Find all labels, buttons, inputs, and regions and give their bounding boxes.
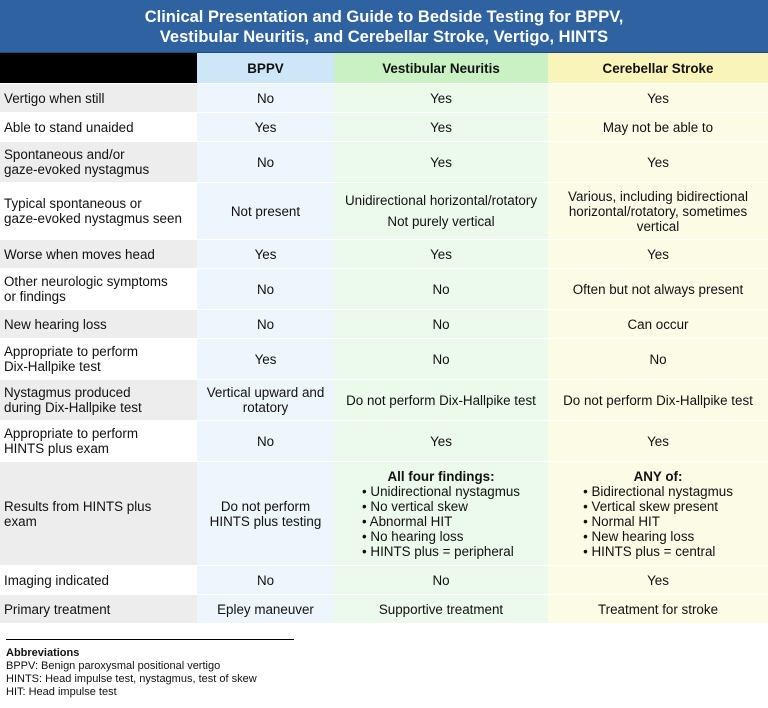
row-label: [0, 566, 197, 595]
row-label: [0, 269, 197, 310]
row-label-line: Results from HINTS plus: [4, 498, 152, 514]
table-row: [0, 462, 768, 566]
hints-findings-heading: ANY of:: [633, 468, 683, 484]
cell-cerebellar-stroke: [548, 113, 768, 142]
cell-bppv: [197, 421, 334, 462]
cell-cerebellar-stroke: [548, 380, 768, 421]
cell-line: vertical: [636, 218, 680, 234]
cell-bppv: [197, 240, 334, 269]
table-row: [0, 310, 768, 339]
row-label-line: gaze-evoked nystagmus: [4, 162, 150, 177]
table-title: [0, 0, 768, 53]
cell-cerebellar-stroke: [548, 595, 768, 624]
footer-divider: [6, 639, 294, 640]
cell-line: No: [256, 90, 275, 106]
row-label-line: Appropriate to perform: [4, 426, 138, 441]
list-item: • Abnormal HIT: [362, 514, 520, 529]
comparison-table: [0, 53, 768, 624]
cell-line: Do not perform Dix-Hallpike test: [346, 392, 536, 408]
cell-line: Yes: [430, 433, 452, 449]
hints-findings-heading: All four findings:: [387, 468, 495, 484]
list-item: • No hearing loss: [362, 529, 520, 544]
row-label: [0, 380, 197, 421]
cell-line: No: [256, 572, 275, 588]
cell-line: Treatment for stroke: [597, 601, 719, 617]
cell-bppv: [197, 183, 334, 240]
cell-vestibular-neuritis: [334, 462, 548, 566]
cell-line: Yes: [647, 90, 669, 106]
header-row: [0, 53, 768, 84]
list-item: • Normal HIT: [583, 514, 733, 529]
column-header-cerebellar-stroke: Cerebellar Stroke: [548, 53, 768, 84]
cell-line: Yes: [647, 246, 669, 262]
column-header-bppv: BPPV: [197, 53, 334, 84]
cell-line: Do not perform Dix-Hallpike test: [563, 392, 753, 408]
cell-vestibular-neuritis: [334, 240, 548, 269]
cell-vestibular-neuritis: [334, 380, 548, 421]
cell-bppv: [197, 310, 334, 339]
cell-cerebellar-stroke: [548, 240, 768, 269]
cell-line: No: [256, 281, 275, 297]
cell-cerebellar-stroke: [548, 462, 768, 566]
row-label: [0, 142, 197, 183]
row-label: [0, 310, 197, 339]
table-row: [0, 380, 768, 421]
abbreviations-footer: [6, 639, 296, 699]
row-label-line: or findings: [4, 289, 66, 304]
table-row: [0, 183, 768, 240]
cell-bppv: [197, 380, 334, 421]
row-label: [0, 339, 197, 380]
title-line-1: Clinical Presentation and Guide to Bedside Testing for BPPV,: [144, 8, 624, 26]
column-header-vestibular-neuritis: Vestibular Neuritis: [334, 53, 548, 84]
row-label-line: New hearing loss: [4, 316, 107, 332]
list-item: • HINTS plus = peripheral: [362, 544, 520, 559]
table-row: [0, 595, 768, 624]
table-row: [0, 113, 768, 142]
cell-line: Yes: [254, 351, 277, 367]
list-item: • No vertical skew: [362, 499, 520, 514]
row-label: [0, 113, 197, 142]
hints-findings-list: [362, 484, 520, 559]
cell-bppv: [197, 462, 334, 566]
cell-line: Yes: [430, 246, 452, 262]
row-label: [0, 462, 197, 566]
cell-cerebellar-stroke: [548, 339, 768, 380]
cell-line: horizontal/rotatory, sometimes: [568, 203, 748, 219]
abbreviations-heading: Abbreviations: [6, 647, 80, 659]
list-item: • Unidirectional nystagmus: [362, 484, 520, 499]
table-row: [0, 339, 768, 380]
table-row: [0, 240, 768, 269]
row-label: [0, 84, 197, 113]
cell-cerebellar-stroke: [548, 566, 768, 595]
table-row: [0, 269, 768, 310]
table-row: [0, 566, 768, 595]
cell-cerebellar-stroke: [548, 142, 768, 183]
cell-line: Vertical upward and: [206, 385, 325, 400]
header-corner: [0, 53, 197, 84]
cell-line: No: [649, 351, 667, 367]
row-label: [0, 421, 197, 462]
cell-line: Various, including bidirectional: [568, 188, 748, 204]
cell-line: No: [256, 154, 275, 170]
cell-line: Often but not always present: [572, 281, 744, 297]
row-label-line: HINTS plus exam: [4, 441, 109, 456]
cell-line: May not be able to: [602, 119, 714, 135]
cell-line: No: [432, 316, 450, 332]
row-label-line: Vertigo when still: [4, 90, 105, 106]
table-row: [0, 421, 768, 462]
cell-vestibular-neuritis: [334, 183, 548, 240]
row-label-line: Typical spontaneous or: [4, 196, 142, 211]
cell-bppv: [197, 595, 334, 624]
hints-findings-list: [583, 484, 733, 559]
abbreviation-hit: HIT: Head impulse test: [6, 686, 117, 698]
cell-cerebellar-stroke: [548, 84, 768, 113]
cell-cerebellar-stroke: [548, 269, 768, 310]
row-label-line: Worse when moves head: [4, 246, 155, 262]
cell-line: HINTS plus testing: [209, 513, 322, 529]
cell-bppv: [197, 339, 334, 380]
cell-line: No: [256, 433, 275, 449]
cell-line: Not present: [230, 203, 301, 219]
cell-line: No: [432, 351, 450, 367]
cell-line: Unidirectional horizontal/rotatory: [344, 193, 538, 208]
cell-vestibular-neuritis: [334, 339, 548, 380]
abbreviation-bppv: BPPV: Benign paroxysmal positional vertigo: [6, 660, 221, 672]
cell-cerebellar-stroke: [548, 183, 768, 240]
cell-vestibular-neuritis: [334, 566, 548, 595]
row-label-line: Imaging indicated: [4, 572, 109, 588]
list-item: • Bidirectional nystagmus: [583, 484, 733, 499]
cell-line: Yes: [254, 119, 277, 135]
row-label-line: gaze-evoked nystagmus seen: [4, 211, 182, 226]
cell-line: Epley maneuver: [217, 601, 314, 617]
cell-vestibular-neuritis: [334, 310, 548, 339]
list-item: • HINTS plus = central: [583, 544, 733, 559]
cell-cerebellar-stroke: [548, 421, 768, 462]
row-label-line: Other neurologic symptoms: [4, 274, 168, 289]
cell-line: Yes: [430, 154, 452, 170]
list-item: • Vertical skew present: [583, 499, 733, 514]
abbreviation-hints: HINTS: Head impulse test, nystagmus, test of skew: [6, 673, 257, 685]
cell-line: Do not perform: [220, 498, 311, 514]
row-label-line: exam: [4, 513, 37, 529]
cell-line: No: [432, 572, 450, 588]
cell-line: Not purely vertical: [387, 214, 495, 229]
cell-bppv: [197, 113, 334, 142]
cell-bppv: [197, 142, 334, 183]
row-label-line: Appropriate to perform: [4, 344, 138, 359]
row-label-line: Spontaneous and/or: [4, 147, 125, 162]
cell-line: rotatory: [242, 400, 289, 415]
table-row: [0, 142, 768, 183]
row-label: [0, 183, 197, 240]
cell-line: Yes: [647, 433, 669, 449]
row-label: [0, 595, 197, 624]
row-label-line: Nystagmus produced: [4, 385, 131, 400]
table-body: [0, 84, 768, 624]
cell-line: Can occur: [627, 316, 689, 332]
row-label: [0, 240, 197, 269]
cell-vestibular-neuritis: [334, 113, 548, 142]
cell-bppv: [197, 269, 334, 310]
title-line-2: Vestibular Neuritis, and Cerebellar Stroke, Vertigo, HINTS: [159, 28, 609, 46]
table-row: [0, 84, 768, 113]
row-label-line: Primary treatment: [4, 601, 111, 617]
cell-line: No: [432, 281, 450, 297]
cell-line: Supportive treatment: [378, 601, 504, 617]
cell-bppv: [197, 84, 334, 113]
row-label-line: Dix-Hallpike test: [4, 359, 101, 374]
cell-vestibular-neuritis: [334, 269, 548, 310]
cell-vestibular-neuritis: [334, 595, 548, 624]
cell-line: No: [256, 316, 275, 332]
cell-vestibular-neuritis: [334, 421, 548, 462]
cell-line: Yes: [430, 90, 452, 106]
row-label-line: during Dix-Hallpike test: [4, 400, 142, 415]
row-label-line: Able to stand unaided: [4, 119, 134, 135]
cell-line: Yes: [254, 246, 277, 262]
list-item: • New hearing loss: [583, 529, 733, 544]
cell-line: Yes: [647, 154, 669, 170]
cell-vestibular-neuritis: [334, 142, 548, 183]
cell-line: Yes: [647, 572, 669, 588]
cell-bppv: [197, 566, 334, 595]
cell-vestibular-neuritis: [334, 84, 548, 113]
cell-cerebellar-stroke: [548, 310, 768, 339]
cell-line: Yes: [430, 119, 452, 135]
